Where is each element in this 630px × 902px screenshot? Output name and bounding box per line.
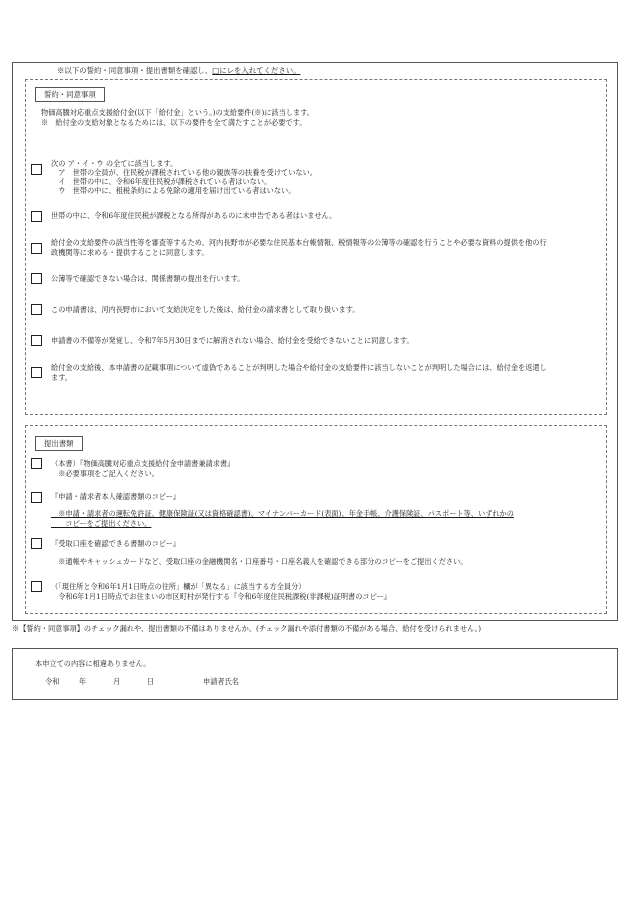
applicant-name-label: 申請者氏名 — [203, 677, 239, 686]
pledge-item-1-line-4: ウ 世帯の中に、租税条約による免除の適用を届け出ている者はいない。 — [51, 186, 296, 195]
documents-title: 提出書類 — [35, 436, 83, 451]
doc-checkbox-2[interactable] — [31, 492, 42, 503]
pledge-item-7-line-1: 給付金の支給後、本申請書の記載事項について虚偽であることが判明した場合や給付金の支給要件に該当しないことが判明した場合には、給付金を返還し — [51, 363, 547, 372]
doc-item-2-line-1: 『申請・請求者本人確認書類のコピー』 — [51, 492, 181, 501]
pledge-lead-2: ※ 給付金の支給対象となるためには、以下の要件を全て満たすことが必要です。 — [41, 118, 307, 127]
form-outer-box — [12, 62, 618, 621]
pledge-item-2-line-1: 世帯の中に、令和6年度住民税が課税となる所得があるのに未申告である者はいません。 — [51, 211, 337, 220]
documents-section — [25, 425, 607, 614]
doc-item-2-line-4: コピーをご提出ください。 — [51, 519, 152, 528]
pledge-item-6-line-1: 申請書の不備等が発覚し、令和7年5月30日までに解消されない場合、給付金を受給できないことに同意します。 — [51, 336, 414, 345]
declaration-statement: 本申立ての内容に相違ありません。 — [35, 659, 151, 668]
date-year: 年 — [79, 677, 87, 686]
pledge-item-5-line-1: この申請書は、河内長野市において支給決定をした後は、給付金の請求書として取り扱います。 — [51, 305, 360, 314]
doc-item-4-line-1: （「現住所と令和6年1月1日時点の住所」欄が「異なる」に該当する方全員分） — [51, 582, 306, 591]
pledge-item-1-line-3: イ 世帯の中に、令和6年度住民税が課税されている者はいない。 — [51, 177, 272, 186]
date-era: 令和 — [45, 677, 60, 686]
date-day: 日 — [147, 677, 155, 686]
doc-checkbox-1[interactable] — [31, 458, 42, 469]
pledge-item-7-line-2: ます。 — [51, 373, 72, 382]
pledge-item-1-line-1: 次の ア・イ・ウ の全てに該当します。 — [51, 159, 178, 168]
pledge-checkbox-7[interactable] — [31, 367, 42, 378]
footnote: ※【誓約・同意事項】のチェック漏れや、提出書類の不備はありませんか。(チェック漏れや添付書類の不備がある場合、給付を受けられません。) — [12, 624, 482, 633]
pledge-checkbox-4[interactable] — [31, 273, 42, 284]
pledge-checkbox-2[interactable] — [31, 211, 42, 222]
doc-item-4-line-2: 令和6年1月1日時点でお住まいの市区町村が発行する『令和6年度住民税課税(非課税)証明書のコピー』 — [51, 592, 391, 601]
pledge-title: 誓約・同意事項 — [35, 87, 105, 102]
doc-checkbox-4[interactable] — [31, 581, 42, 592]
doc-item-3-line-3: ※通帳やキャッシュカードなど、受取口座の金融機関名・口座番号・口座名義人を確認できる部分のコピーをご提出ください。 — [51, 557, 468, 566]
doc-item-3-line-1: 『受取口座を確認できる書類のコピー』 — [51, 539, 181, 548]
doc-item-2-line-3: ※申請・請求者の運転免許証、健康保険証(又は資格確認書)、マイナンバーカード(表面)、年金手帳、介護保険証、パスポート等、いずれかの — [51, 509, 514, 518]
pledge-section — [25, 79, 607, 415]
pledge-item-3-line-1: 給付金の支給要件の該当性等を審査等するため、河内長野市が必要な住民基本台帳情報、税情報等の公簿等の確認を行うことや必要な資料の提供を他の行 — [51, 238, 547, 247]
intro-prefix: ※以下の誓約・同意事項・提出書類を確認し、 — [57, 66, 213, 75]
doc-item-1-line-2: ※必要事項をご記入ください。 — [51, 469, 159, 478]
pledge-lead-1: 物価高騰対応重点支援給付金(以下「給付金」という。)の支給要件(※)に該当します。 — [41, 108, 314, 117]
intro-underlined: □にレを入れてください。 — [212, 66, 301, 75]
doc-checkbox-3[interactable] — [31, 538, 42, 549]
intro-text — [57, 65, 301, 76]
pledge-item-3-line-2: 政機関等に求める・提供することに同意します。 — [51, 248, 209, 257]
date-month: 月 — [113, 677, 121, 686]
pledge-checkbox-1[interactable] — [31, 164, 42, 175]
pledge-checkbox-3[interactable] — [31, 243, 42, 254]
declaration-box — [12, 648, 618, 700]
doc-item-1-line-1: （本書）『物価高騰対応重点支援給付金申請書兼請求書』 — [51, 459, 235, 468]
pledge-checkbox-5[interactable] — [31, 304, 42, 315]
pledge-item-1-line-2: ア 世帯の全員が、住民税が課税されている他の親族等の扶養を受けていない。 — [51, 168, 317, 177]
pledge-item-4-line-1: 公簿等で確認できない場合は、関係書類の提出を行います。 — [51, 274, 245, 283]
pledge-checkbox-6[interactable] — [31, 335, 42, 346]
